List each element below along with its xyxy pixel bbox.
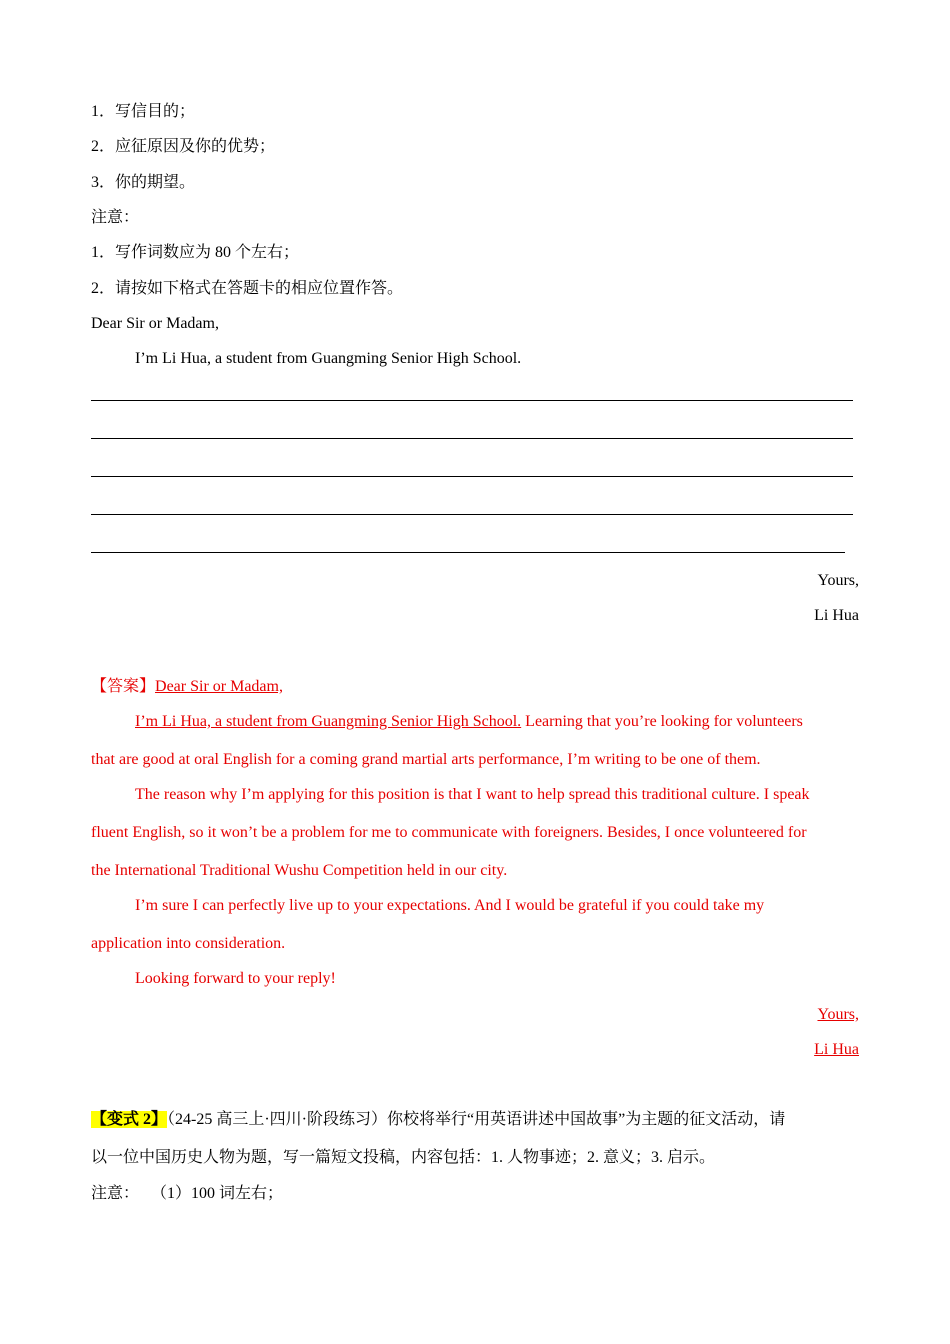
answer-greeting: Dear Sir or Madam,	[155, 678, 283, 695]
requirement-2: 2．应征原因及你的优势；	[91, 138, 276, 155]
answer-line-3	[91, 476, 853, 477]
requirement-3: 3．你的期望。	[91, 174, 196, 191]
note-1: 1．写作词数应为 80 个左右；	[91, 244, 300, 261]
answer-closing: Yours,	[817, 1006, 859, 1023]
variant-notes	[91, 1184, 283, 1204]
answer-line-1	[91, 400, 853, 401]
letter-closing: Yours,	[817, 572, 859, 589]
answer-signature: Li Hua	[814, 1041, 859, 1058]
answer-label: 【答案】	[91, 678, 156, 695]
note-2: 2．请按如下格式在答题卡的相应位置作答。	[91, 280, 404, 297]
variant-notes-label: 注意：	[91, 1185, 140, 1202]
letter-signature: Li Hua	[814, 607, 859, 624]
answer-line-4	[91, 514, 853, 515]
answer-paragraph-2-line-3: the International Traditional Wushu Competition held in our city.	[91, 862, 508, 879]
notes-label: 注意：	[91, 209, 140, 226]
answer-header	[91, 677, 283, 697]
answer-paragraph-3-line-2: application into consideration.	[91, 935, 286, 952]
answer-paragraph-2-line-1: The reason why I’m applying for this position is that I want to help spread this traditional culture. I speak	[135, 786, 810, 803]
answer-opening-underlined: I’m Li Hua, a student from Guangming Senior High School.	[135, 713, 522, 730]
answer-paragraph-3-line-1: I’m sure I can perfectly live up to your expectations. And I would be grateful if you could take my	[135, 897, 765, 914]
requirement-1: 1．写信目的；	[91, 103, 196, 120]
letter-opening: I’m Li Hua, a student from Guangming Senior High School.	[135, 350, 522, 367]
answer-line-5	[91, 552, 845, 553]
variant-prompt-part-1: 你校将举行“用英语讲述中国故事”为主题的征文活动，请	[387, 1111, 786, 1128]
letter-greeting: Dear Sir or Madam,	[91, 315, 219, 332]
answer-paragraph-1-line-1	[135, 712, 803, 732]
answer-line-2	[91, 438, 853, 439]
answer-paragraph-4: Looking forward to your reply!	[135, 970, 336, 987]
variant-line-2: 以一位中国历史人物为题，写一篇短文投稿，内容包括：1. 人物事迹；2. 意义；3. 启示。	[91, 1149, 716, 1166]
answer-paragraph-1-line-2: that are good at oral English for a coming grand martial arts performance, I’m writing to be one of them.	[91, 751, 761, 768]
variant-note-1: （1）100 词左右；	[151, 1185, 284, 1202]
variant-tag: 【变式 2】	[91, 1111, 168, 1128]
answer-opening-rest: Learning that you’re looking for volunteers	[521, 713, 803, 730]
variant-line-1	[91, 1110, 785, 1130]
answer-paragraph-2-line-2: fluent English, so it won’t be a problem for me to communicate with foreigners. Besides, I once volunteered for	[91, 824, 807, 841]
variant-source: （24-25 高三上·四川·阶段练习）	[167, 1111, 388, 1128]
